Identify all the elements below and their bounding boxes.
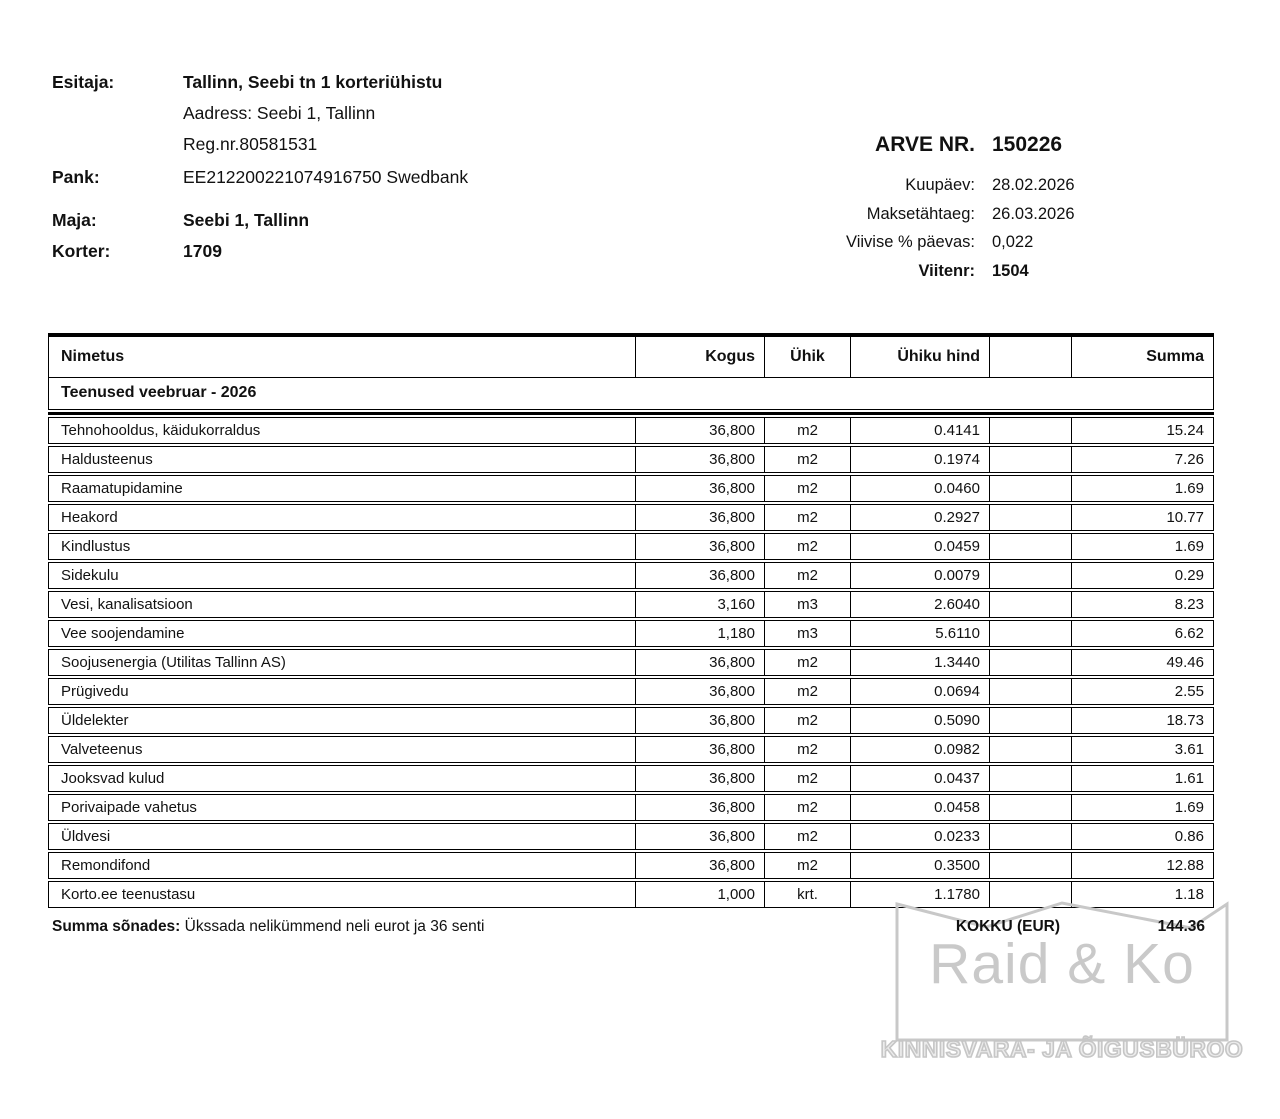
cell-empty — [989, 708, 1071, 733]
invoice-number-label: ARVE NR. — [875, 133, 975, 156]
cell-kogus: 1,180 — [635, 621, 764, 646]
cell-summa: 10.77 — [1071, 505, 1213, 530]
viivise-label: Viivise % päevas: — [845, 233, 975, 251]
cell-kogus: 36,800 — [635, 418, 764, 443]
cell-summa: 2.55 — [1071, 679, 1213, 704]
cell-yhik: m2 — [764, 708, 850, 733]
cell-summa: 0.86 — [1071, 824, 1213, 849]
cell-nimetus: Sidekulu — [61, 567, 119, 584]
table-row — [48, 591, 1214, 618]
cell-empty — [989, 476, 1071, 501]
maksetahtaeg-label: Maksetähtaeg: — [866, 204, 975, 223]
cell-yhiku-hind: 0.0459 — [850, 534, 989, 559]
cell-yhik: m3 — [764, 621, 850, 646]
esitaja-name: Tallinn, Seebi tn 1 korteriühistu — [183, 72, 443, 92]
cell-summa: 1.61 — [1071, 766, 1213, 791]
cell-yhiku-hind: 0.1974 — [850, 447, 989, 472]
maksetahtaeg-value: 26.03.2026 — [992, 204, 1075, 223]
cell-yhiku-hind: 0.0982 — [850, 737, 989, 762]
cell-yhiku-hind: 5.6110 — [850, 621, 989, 646]
cell-empty — [989, 824, 1071, 849]
cell-summa: 1.69 — [1071, 795, 1213, 820]
cell-nimetus: Vee soojendamine — [61, 625, 185, 642]
table-row — [48, 678, 1214, 705]
table-row — [48, 417, 1214, 444]
cell-nimetus: Haldusteenus — [61, 451, 153, 468]
cell-yhik: m2 — [764, 737, 850, 762]
cell-yhik: m2 — [764, 766, 850, 791]
table-row — [48, 649, 1214, 676]
cell-kogus: 36,800 — [635, 737, 764, 762]
viitenr-label: Viitenr: — [918, 261, 975, 280]
maja-value: Seebi 1, Tallinn — [183, 210, 310, 230]
invoice-meta-block — [750, 133, 1220, 285]
total-label: KOKKU (EUR) — [955, 918, 1060, 935]
cell-empty — [989, 621, 1071, 646]
table-row — [48, 823, 1214, 850]
kuupaev-label: Kuupäev: — [905, 176, 975, 194]
cell-nimetus: Raamatupidamine — [61, 480, 183, 497]
table-row — [48, 475, 1214, 502]
esitaja-address: Aadress: Seebi 1, Tallinn — [183, 103, 376, 123]
cell-nimetus: Prügivedu — [61, 683, 129, 700]
korter-value: 1709 — [183, 241, 222, 261]
korter-label: Korter: — [52, 241, 111, 261]
cell-empty — [989, 563, 1071, 588]
sender-info-block — [52, 72, 692, 262]
table-row — [48, 446, 1214, 473]
cell-nimetus: Kindlustus — [61, 538, 131, 555]
cell-kogus: 36,800 — [635, 505, 764, 530]
cell-nimetus: Heakord — [61, 509, 118, 526]
esitaja-label: Esitaja: — [52, 72, 115, 92]
column-header-nimetus: Nimetus — [61, 348, 125, 365]
cell-kogus: 36,800 — [635, 534, 764, 559]
total-value: 144.36 — [1157, 918, 1205, 935]
cell-empty — [989, 447, 1071, 472]
cell-yhik: m2 — [764, 447, 850, 472]
column-header-kogus: Kogus — [635, 337, 764, 377]
cell-nimetus: Üldelekter — [61, 712, 129, 729]
cell-kogus: 36,800 — [635, 476, 764, 501]
column-header-yhik: Ühik — [764, 337, 850, 377]
cell-summa: 6.62 — [1071, 621, 1213, 646]
cell-empty — [989, 882, 1071, 907]
cell-kogus: 36,800 — [635, 563, 764, 588]
table-row — [48, 736, 1214, 763]
column-header-yhiku-hind: Ühiku hind — [850, 337, 989, 377]
table-row — [48, 881, 1214, 908]
cell-yhiku-hind: 1.1780 — [850, 882, 989, 907]
cell-nimetus: Porivaipade vahetus — [61, 799, 197, 816]
cell-summa: 3.61 — [1071, 737, 1213, 762]
cell-summa: 15.24 — [1071, 418, 1213, 443]
cell-yhik: m2 — [764, 476, 850, 501]
cell-nimetus: Jooksvad kulud — [61, 770, 165, 787]
amount-in-words — [52, 918, 485, 936]
cell-empty — [989, 795, 1071, 820]
cell-yhik: krt. — [764, 882, 850, 907]
cell-kogus: 36,800 — [635, 766, 764, 791]
cell-kogus: 3,160 — [635, 592, 764, 617]
cell-yhik: m2 — [764, 679, 850, 704]
viivise-value: 0,022 — [992, 233, 1034, 251]
cell-empty — [989, 679, 1071, 704]
cell-yhiku-hind: 0.0079 — [850, 563, 989, 588]
cell-kogus: 36,800 — [635, 853, 764, 878]
cell-summa: 49.46 — [1071, 650, 1213, 675]
cell-yhiku-hind: 0.0437 — [850, 766, 989, 791]
cell-summa: 18.73 — [1071, 708, 1213, 733]
cell-kogus: 36,800 — [635, 679, 764, 704]
cell-kogus: 36,800 — [635, 650, 764, 675]
cell-yhik: m2 — [764, 824, 850, 849]
cell-yhik: m2 — [764, 505, 850, 530]
table-row — [48, 504, 1214, 531]
cell-summa: 0.29 — [1071, 563, 1213, 588]
cell-nimetus: Korto.ee teenustasu — [61, 886, 196, 903]
cell-yhiku-hind: 1.3440 — [850, 650, 989, 675]
cell-nimetus: Valveteenus — [61, 741, 143, 758]
column-header-empty — [989, 337, 1071, 377]
table-row — [48, 794, 1214, 821]
cell-empty — [989, 418, 1071, 443]
table-section-title: Teenused veebruar - 2026 — [48, 378, 1214, 410]
cell-yhiku-hind: 0.0460 — [850, 476, 989, 501]
cell-yhiku-hind: 0.0233 — [850, 824, 989, 849]
cell-yhiku-hind: 0.3500 — [850, 853, 989, 878]
pank-label: Pank: — [52, 167, 100, 187]
table-row — [48, 707, 1214, 734]
cell-summa: 8.23 — [1071, 592, 1213, 617]
amount-in-words-value: Ükssada nelikümmend neli eurot ja 36 senti — [184, 918, 485, 935]
totals-row — [48, 918, 1214, 942]
invoice-number-value: 150226 — [992, 133, 1063, 156]
kuupaev-value: 28.02.2026 — [992, 176, 1075, 194]
cell-yhiku-hind: 0.2927 — [850, 505, 989, 530]
cell-summa: 7.26 — [1071, 447, 1213, 472]
cell-yhik: m2 — [764, 534, 850, 559]
table-row — [48, 620, 1214, 647]
cell-yhiku-hind: 0.4141 — [850, 418, 989, 443]
cell-nimetus: Vesi, kanalisatsioon — [61, 596, 193, 613]
watermark-subtitle: KINNISVARA- JA ÕIGUSBÜROO — [880, 1036, 1244, 1062]
pank-account: EE212200221074916750 Swedbank — [183, 167, 469, 187]
cell-yhiku-hind: 0.0694 — [850, 679, 989, 704]
cell-yhik: m3 — [764, 592, 850, 617]
table-row — [48, 533, 1214, 560]
cell-nimetus: Üldvesi — [61, 828, 111, 845]
cell-yhiku-hind: 2.6040 — [850, 592, 989, 617]
table-row — [48, 562, 1214, 589]
cell-yhik: m2 — [764, 418, 850, 443]
cell-yhiku-hind: 0.0458 — [850, 795, 989, 820]
cell-empty — [989, 650, 1071, 675]
table-row — [48, 852, 1214, 879]
cell-yhik: m2 — [764, 650, 850, 675]
maja-label: Maja: — [52, 210, 97, 230]
esitaja-reg-number: Reg.nr.80581531 — [183, 134, 318, 154]
cell-empty — [989, 592, 1071, 617]
cell-kogus: 36,800 — [635, 824, 764, 849]
cell-kogus: 36,800 — [635, 795, 764, 820]
cell-yhik: m2 — [764, 853, 850, 878]
table-header-row — [48, 333, 1214, 378]
cell-empty — [989, 853, 1071, 878]
cell-empty — [989, 534, 1071, 559]
cell-kogus: 36,800 — [635, 447, 764, 472]
table-body — [48, 417, 1214, 908]
cell-summa: 1.69 — [1071, 534, 1213, 559]
cell-empty — [989, 766, 1071, 791]
cell-summa: 12.88 — [1071, 853, 1213, 878]
cell-kogus: 36,800 — [635, 708, 764, 733]
amount-in-words-label: Summa sõnades: — [52, 918, 181, 935]
table-row — [48, 765, 1214, 792]
cell-nimetus: Tehnohooldus, käidukorraldus — [61, 422, 261, 439]
cell-yhiku-hind: 0.5090 — [850, 708, 989, 733]
cell-empty — [989, 505, 1071, 530]
cell-summa: 1.69 — [1071, 476, 1213, 501]
cell-nimetus: Soojusenergia (Utilitas Tallinn AS) — [61, 654, 286, 671]
cell-empty — [989, 737, 1071, 762]
viitenr-value: 1504 — [992, 261, 1029, 280]
watermark-company-name: Raid & Ko — [929, 932, 1195, 996]
cell-kogus: 1,000 — [635, 882, 764, 907]
section-divider — [48, 412, 1214, 415]
cell-yhik: m2 — [764, 563, 850, 588]
cell-yhik: m2 — [764, 795, 850, 820]
cell-summa: 1.18 — [1071, 882, 1213, 907]
cell-nimetus: Remondifond — [61, 857, 151, 874]
invoice-table — [48, 333, 1214, 910]
column-header-summa: Summa — [1071, 337, 1213, 377]
